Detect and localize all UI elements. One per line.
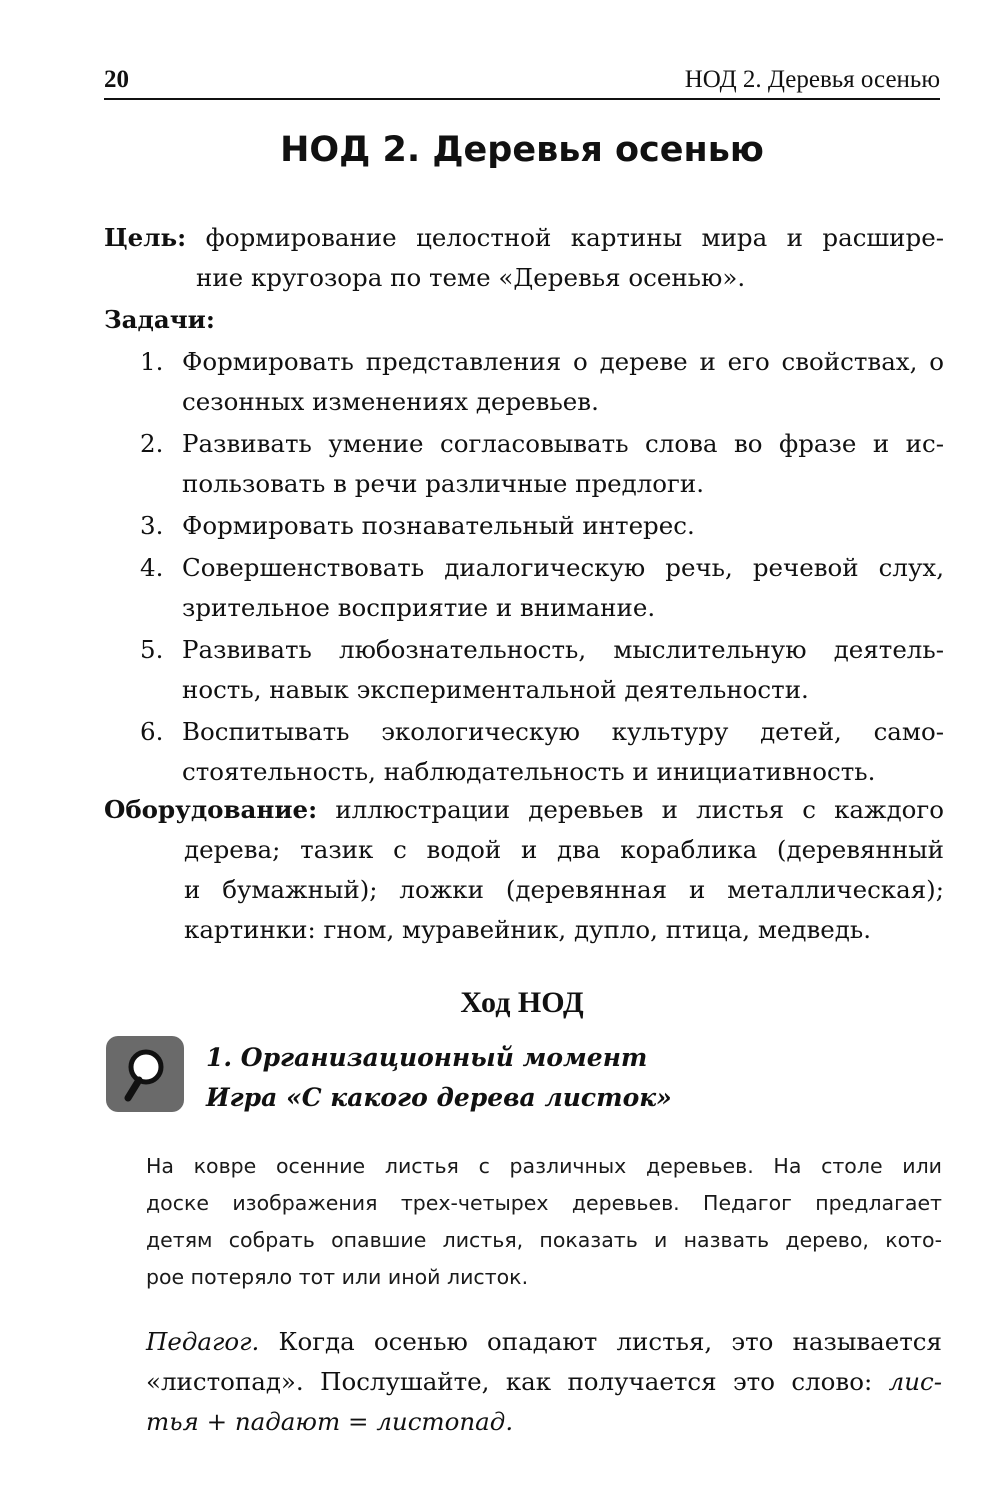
tasks-label: Задачи: <box>104 305 215 334</box>
narration-paragraph <box>146 1148 942 1296</box>
goal-label: Цель: <box>104 223 187 252</box>
narration-line: доске изображения трех-четырех деревьев. Педагог предлагает <box>146 1191 942 1215</box>
running-title: НОД 2. Деревья осенью <box>684 66 940 93</box>
narration-line: рое потеряло тот или иной листок. <box>146 1265 529 1289</box>
narration-line: На ковре осенние листья с различных деревьев. На столе или <box>146 1154 942 1178</box>
game-title: Игра «С какого дерева листок» <box>206 1083 672 1112</box>
task-item: 5. Развивать любознательность, мыслительную деятель-ность, навык экспериментальной деятельности. <box>140 635 944 704</box>
task-item: 3. Формировать познавательный интерес. <box>140 511 695 540</box>
dialog-line1: Когда осенью опадают листья, это называется <box>278 1327 942 1356</box>
equipment-label: Оборудование: <box>104 795 318 824</box>
tasks-list <box>140 342 944 794</box>
magnifier-icon <box>106 1036 184 1112</box>
equipment-line4: картинки: гном, муравейник, дупло, птица, медведь. <box>184 915 871 944</box>
page-number: 20 <box>104 66 129 93</box>
dialog-paragraph <box>146 1322 942 1442</box>
section-title: 1. Организационный момент <box>206 1043 648 1072</box>
narration-line: детям собрать опавшие листья, показать и назвать дерево, кото- <box>146 1228 942 1252</box>
task-item: 2. Развивать умение согласовывать слова во фразе и ис-пользовать в речи различные предлоги. <box>140 429 944 498</box>
section-heading <box>206 1038 906 1118</box>
equipment-paragraph <box>104 790 944 950</box>
task-item: 4. Совершенствовать диалогическую речь, речевой слух, зрительное восприятие и внимание. <box>140 553 944 622</box>
task-item: 6. Воспитывать экологическую культуру детей, само-стоятельность, наблюдательность и инициативность. <box>140 717 944 786</box>
task-item: 1. Формировать представления о дереве и его свойствах, о сезонных изменениях деревьев. <box>140 347 944 416</box>
equipment-line2: дерева; тазик с водой и два кораблика (деревянный <box>184 835 944 864</box>
goal-text-line2: ние кругозора по теме «Деревья осенью». <box>196 263 746 292</box>
dialog-line2-italic: лис- <box>888 1367 942 1396</box>
page-title: НОД 2. Деревья осенью <box>280 130 764 170</box>
dialog-line3: тья + падают = листопад. <box>146 1407 514 1436</box>
running-header <box>104 64 940 100</box>
speaker-label: Педагог. <box>146 1327 260 1356</box>
equipment-line3: и бумажный); ложки (деревянная и металлическая); <box>184 875 944 904</box>
equipment-line1: иллюстрации деревьев и листья с каждого <box>335 795 944 824</box>
goal-text-line1: формирование целостной картины мира и расшире- <box>205 223 944 252</box>
dialog-line2: «листопад». Послушайте, как получается это слово: <box>146 1367 873 1396</box>
goal-paragraph <box>104 218 944 298</box>
procedure-heading: Ход НОД <box>460 986 584 1019</box>
